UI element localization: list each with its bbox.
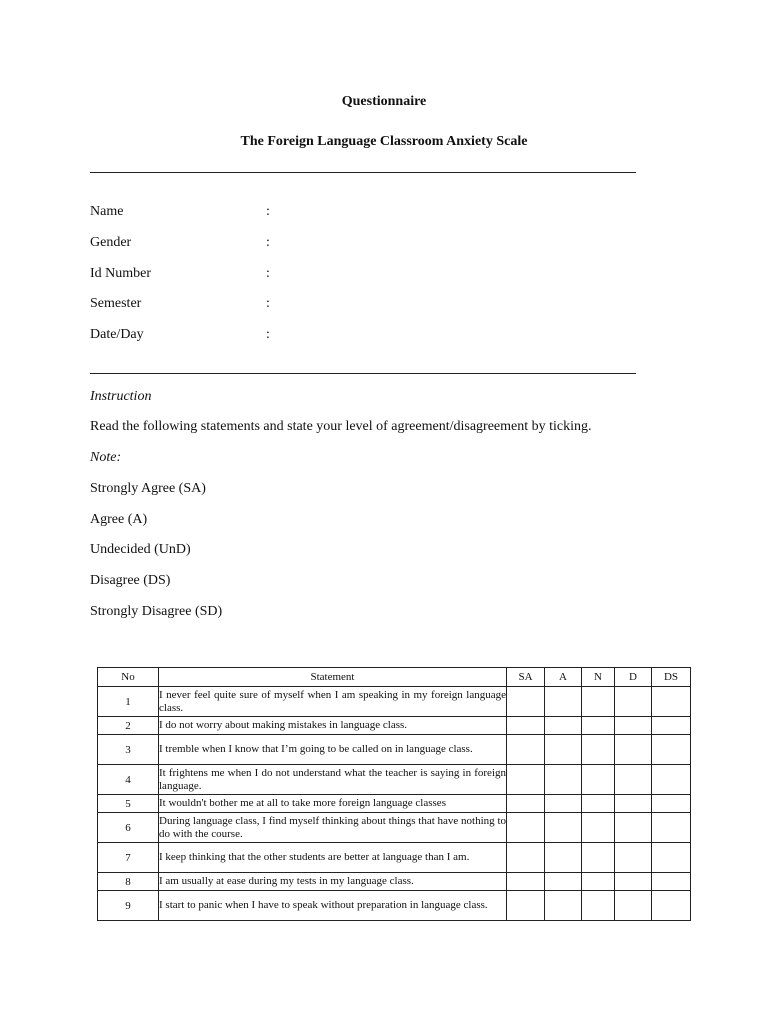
header-n: N (582, 668, 615, 687)
tick-cell-ds[interactable] (652, 765, 691, 795)
row-number: 2 (98, 717, 159, 735)
tick-cell-a[interactable] (545, 873, 582, 891)
field-separator: : (266, 235, 270, 250)
document-subtitle: The Foreign Language Classroom Anxiety Scale (240, 134, 528, 149)
row-statement: I keep thinking that the other students are better at language than I am. (159, 843, 507, 873)
tick-cell-n[interactable] (582, 735, 615, 765)
anxiety-scale-table (97, 667, 691, 921)
bottom-divider (90, 373, 636, 374)
tick-cell-ds[interactable] (652, 687, 691, 717)
field-separator: : (266, 296, 270, 311)
tick-cell-n[interactable] (582, 765, 615, 795)
tick-cell-sa[interactable] (507, 795, 545, 813)
table-row (98, 795, 691, 813)
tick-cell-d[interactable] (615, 843, 652, 873)
field-separator: : (266, 204, 270, 219)
field-label: Date/Day (90, 327, 144, 342)
tick-cell-sa[interactable] (507, 687, 545, 717)
table-row (98, 813, 691, 843)
field-label: Id Number (90, 266, 152, 281)
tick-cell-ds[interactable] (652, 735, 691, 765)
top-divider (90, 172, 636, 173)
table-header-row (98, 668, 691, 687)
field-date-day (90, 327, 390, 345)
table-row (98, 843, 691, 873)
legend-item: Strongly Disagree (SD) (90, 604, 223, 619)
tick-cell-d[interactable] (615, 735, 652, 765)
row-number: 1 (98, 687, 159, 717)
row-statement: I start to panic when I have to speak without preparation in language class. (159, 891, 507, 921)
tick-cell-ds[interactable] (652, 717, 691, 735)
tick-cell-d[interactable] (615, 891, 652, 921)
header-no: No (98, 668, 159, 687)
row-statement: It frightens me when I do not understand what the teacher is saying in foreign language. (159, 765, 507, 795)
header-ds: DS (652, 668, 691, 687)
table-row (98, 891, 691, 921)
row-number: 9 (98, 891, 159, 921)
field-label: Name (90, 204, 124, 219)
legend-item: Agree (A) (90, 512, 148, 527)
field-gender (90, 235, 390, 253)
tick-cell-a[interactable] (545, 735, 582, 765)
row-number: 8 (98, 873, 159, 891)
legend-item: Disagree (DS) (90, 573, 171, 588)
header-statement: Statement (159, 668, 507, 687)
table-row (98, 873, 691, 891)
tick-cell-a[interactable] (545, 891, 582, 921)
row-statement: During language class, I find myself thinking about things that have nothing to do with the course. (159, 813, 507, 843)
tick-cell-sa[interactable] (507, 813, 545, 843)
row-statement: I do not worry about making mistakes in language class. (159, 717, 507, 735)
row-statement: I never feel quite sure of myself when I am speaking in my foreign language class. (159, 687, 507, 717)
tick-cell-ds[interactable] (652, 795, 691, 813)
field-name (90, 204, 390, 222)
tick-cell-n[interactable] (582, 873, 615, 891)
row-number: 6 (98, 813, 159, 843)
row-number: 3 (98, 735, 159, 765)
tick-cell-ds[interactable] (652, 843, 691, 873)
table-row (98, 717, 691, 735)
tick-cell-ds[interactable] (652, 813, 691, 843)
document-title: Questionnaire (341, 94, 427, 109)
tick-cell-n[interactable] (582, 843, 615, 873)
tick-cell-d[interactable] (615, 765, 652, 795)
tick-cell-sa[interactable] (507, 717, 545, 735)
field-semester (90, 296, 390, 314)
field-label: Semester (90, 296, 142, 311)
tick-cell-d[interactable] (615, 873, 652, 891)
tick-cell-sa[interactable] (507, 873, 545, 891)
tick-cell-a[interactable] (545, 717, 582, 735)
row-number: 5 (98, 795, 159, 813)
tick-cell-sa[interactable] (507, 891, 545, 921)
header-sa: SA (507, 668, 545, 687)
tick-cell-d[interactable] (615, 813, 652, 843)
tick-cell-a[interactable] (545, 795, 582, 813)
tick-cell-sa[interactable] (507, 843, 545, 873)
row-statement: I tremble when I know that I’m going to be called on in language class. (159, 735, 507, 765)
header-d: D (615, 668, 652, 687)
legend-item: Strongly Agree (SA) (90, 481, 206, 496)
note-heading: Note: (90, 450, 122, 465)
tick-cell-d[interactable] (615, 717, 652, 735)
tick-cell-ds[interactable] (652, 873, 691, 891)
tick-cell-ds[interactable] (652, 891, 691, 921)
tick-cell-a[interactable] (545, 843, 582, 873)
field-separator: : (266, 266, 270, 281)
header-a: A (545, 668, 582, 687)
tick-cell-sa[interactable] (507, 765, 545, 795)
table-row (98, 687, 691, 717)
table-row (98, 765, 691, 795)
tick-cell-n[interactable] (582, 891, 615, 921)
tick-cell-n[interactable] (582, 717, 615, 735)
tick-cell-n[interactable] (582, 687, 615, 717)
field-separator: : (266, 327, 270, 342)
tick-cell-a[interactable] (545, 687, 582, 717)
row-statement: It wouldn't bother me at all to take more foreign language classes (159, 795, 507, 813)
tick-cell-d[interactable] (615, 687, 652, 717)
tick-cell-n[interactable] (582, 795, 615, 813)
tick-cell-a[interactable] (545, 813, 582, 843)
field-id-number (90, 266, 390, 284)
tick-cell-d[interactable] (615, 795, 652, 813)
row-statement: I am usually at ease during my tests in my language class. (159, 873, 507, 891)
instruction-heading: Instruction (90, 389, 152, 404)
table-row (98, 735, 691, 765)
tick-cell-n[interactable] (582, 813, 615, 843)
tick-cell-a[interactable] (545, 765, 582, 795)
row-number: 7 (98, 843, 159, 873)
instruction-text: Read the following statements and state your level of agreement/disagreement by ticking. (90, 419, 592, 434)
legend-item: Undecided (UnD) (90, 542, 191, 557)
tick-cell-sa[interactable] (507, 735, 545, 765)
field-label: Gender (90, 235, 132, 250)
row-number: 4 (98, 765, 159, 795)
